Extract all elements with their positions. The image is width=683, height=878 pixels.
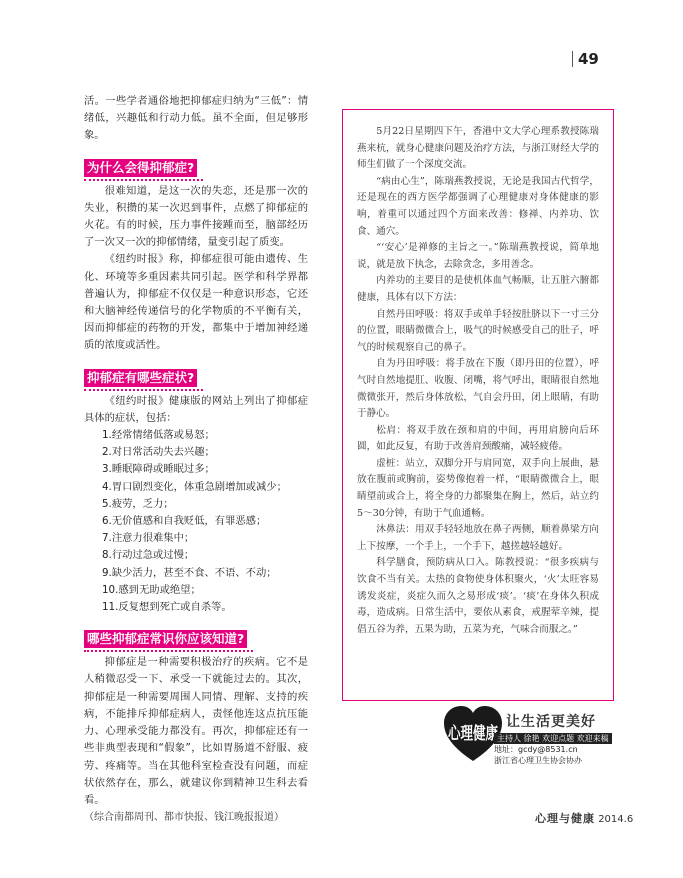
symptom-item: 10.感到无助或绝望； [102, 583, 201, 596]
sidebar-paragraph: “病由心生”，陈瑞燕教授说，无论是我国古代哲学，还是现在的西方医学都强调了心理健康对身体健康的影响，着重可以通过四个方面来改善：修禅、内养功、饮食、通穴。 [357, 175, 599, 237]
sidebar-paragraph: 5月22日星期四下午，香港中文大学心理系教授陈瑞燕来杭，就身心健康问题及治疗方法，与浙江财经大学的师生们做了一个深度交流。 [357, 126, 599, 171]
section-title-causes-text: 为什么会得抑郁症? [87, 159, 195, 175]
sidebar-paragraph: 自为丹田呼吸：将手放在下腹（即丹田的位置），呼气时自然地提肛、收腹、闭嘴，将气呼出，眼睛很自然地微微张开，然后身体放松，气自会丹田，闭上眼睛，有助于静心。 [357, 358, 599, 420]
symptom-item: 6.无价值感和自我贬低，有罪恶感； [102, 515, 267, 528]
sidebar-paragraph: 内养功的主要目的是使机体血气畅顺，让五脏六腑都健康，具体有以下方法： [357, 275, 599, 303]
section-title-symptoms-text: 抑郁症有哪些症状? [87, 369, 195, 385]
symptom-item: 2.对日常活动失去兴趣； [102, 446, 215, 459]
intro-paragraph: 活。一些学者通俗地把抑郁症归纳为“三低”：情绪低，兴趣低和行动力低。虽不全面，但足够形象。 [84, 95, 308, 142]
causes-paragraph-1: 很难知道，是这一次的失恋，还是那一次的失业，积攒的某一次迟到事件，点燃了抑郁症的火花。有的时候，压力事件接踵而至，脑部经历了一次又一次的抑郁情绪，量变引起了质变。 [84, 184, 308, 249]
title-underline [84, 389, 203, 391]
symptom-item: 8.行动过急或过慢； [102, 549, 195, 562]
sidebar-paragraph: 自然丹田呼吸：将双手或单手轻按肚脐以下一寸三分的位置，眼睛微微合上，吸气的时候感受自己的肚子，呼气的时候观察自己的鼻子。 [357, 308, 599, 353]
symptom-item: 5.疲劳，乏力； [102, 497, 174, 510]
magazine-name: 心理与健康 [535, 812, 595, 825]
page-number-divider [572, 51, 573, 67]
causes-paragraph-2: 《纽约时报》称，抑郁症很可能由遗传、生化、环境等多重因素共同引起。医学和科学界都普遍认为，抑郁症不仅仅是一种意识形态，它还和大脑神经传递信号的化学物质的不平衡有关，因而抑郁症的药物的开发，都集中于增加神经递质的浓度或活性。 [84, 253, 308, 352]
title-underline [84, 650, 253, 652]
symptom-item: 7.注意力很难集中； [102, 532, 195, 545]
heart-logo-text: 心理健康 [448, 724, 516, 744]
symptom-item: 11.反复想到死亡或自杀等。 [102, 601, 232, 614]
section-title-knowledge [84, 630, 247, 648]
page-footer [535, 810, 633, 826]
symptom-item: 3.睡眠障碍或睡眠过多； [102, 463, 215, 476]
symptoms-intro: 《纽约时报》健康版的网站上列出了抑郁症具体的症状，包括： [84, 394, 308, 424]
section-title-knowledge-text: 哪些抑郁症常识你应该知道? [87, 631, 245, 647]
knowledge-paragraph: 抑郁症是一种需要积极治疗的疾病。它不是人稍微忍受一下、承受一下就能过去的。其次，抑郁症是一种需要周围人同情、理解、支持的疾病，不能排斥抑郁症病人，责怪他连这点抗压能力、心理承受能力都没有。再次，抑郁症还有一些非典型表现和“假象”，比如胃肠道不舒服、疲劳、疼痛等。当在其他科室检查没有问题，而症状依然存在，那么，就建议你到精神卫生科去看看。 [84, 656, 308, 806]
sidebar-paragraph: 虚桩：站立，双脚分开与肩同宽，双手向上展曲，悬放在腹前或胸前，姿势像抱着一样，“眼睛微微合上，眼睛望前或合上，将全身的力都聚集在胸上，然后，站立约5～30分钟，有助于气血通畅。 [357, 457, 599, 519]
page-number: 49 [578, 50, 599, 68]
left-column [84, 93, 308, 826]
sidebar-paragraph: “‘安心’是禅修的主旨之一。”陈瑞燕教授说，简单地说，就是放下执念，去除贪念，多用善念。 [357, 242, 599, 270]
sidebar-article-box [342, 109, 614, 701]
sidebar-paragraph: 科学膳食，预防病从口入。陈教授说：“很多疾病与饮食不当有关。太热的食物使身体积聚火，‘火’太旺容易诱发炎症，炎症久而久之易形成‘痰’。‘痰’在身体久积成毒，造成病。日常生活中，要依从素食，戒腥荤辛辣，提倡五谷为养，五果为助，五菜为充，气味合而服之。” [357, 557, 599, 635]
sidebar-paragraph: 沐鼻法：用双手轻轻地放在鼻子两侧，顺着鼻梁方向上下按摩，一个手上，一个手下，越搓越轻越好。 [357, 524, 599, 552]
issue-date: 2014.6 [598, 814, 634, 825]
symptom-list [84, 427, 308, 616]
address-line: 地址：gcdy@8531.cn [494, 745, 578, 754]
organizer-line: 浙江省心理卫生协会协办 [494, 756, 582, 765]
sidebar-paragraph: 松肩：将双手放在颈和肩的中间，再用肩膀向后环圆，如此反复，有助于改善肩颈酸痛，减轻疲倦。 [357, 424, 599, 453]
symptom-item: 9.缺少活力，甚至不食、不语、不动； [102, 566, 277, 579]
symptom-item: 1.经常情绪低落或易怒； [102, 429, 215, 442]
source-credit: （综合南都周刊、都市快报、钱江晚报报道） [84, 812, 284, 824]
section-title-causes [84, 159, 197, 177]
column-host-info [494, 733, 612, 766]
section-title-symptoms [84, 369, 197, 387]
title-underline [84, 179, 203, 181]
column-logo [442, 703, 612, 775]
symptom-item: 4.胃口剧烈变化，体重急剧增加或减少； [102, 480, 287, 493]
column-slogan: 让生活更美好 [506, 714, 596, 730]
host-line: 主持人 徐艳 欢迎点题 欢迎来稿 [494, 733, 612, 744]
